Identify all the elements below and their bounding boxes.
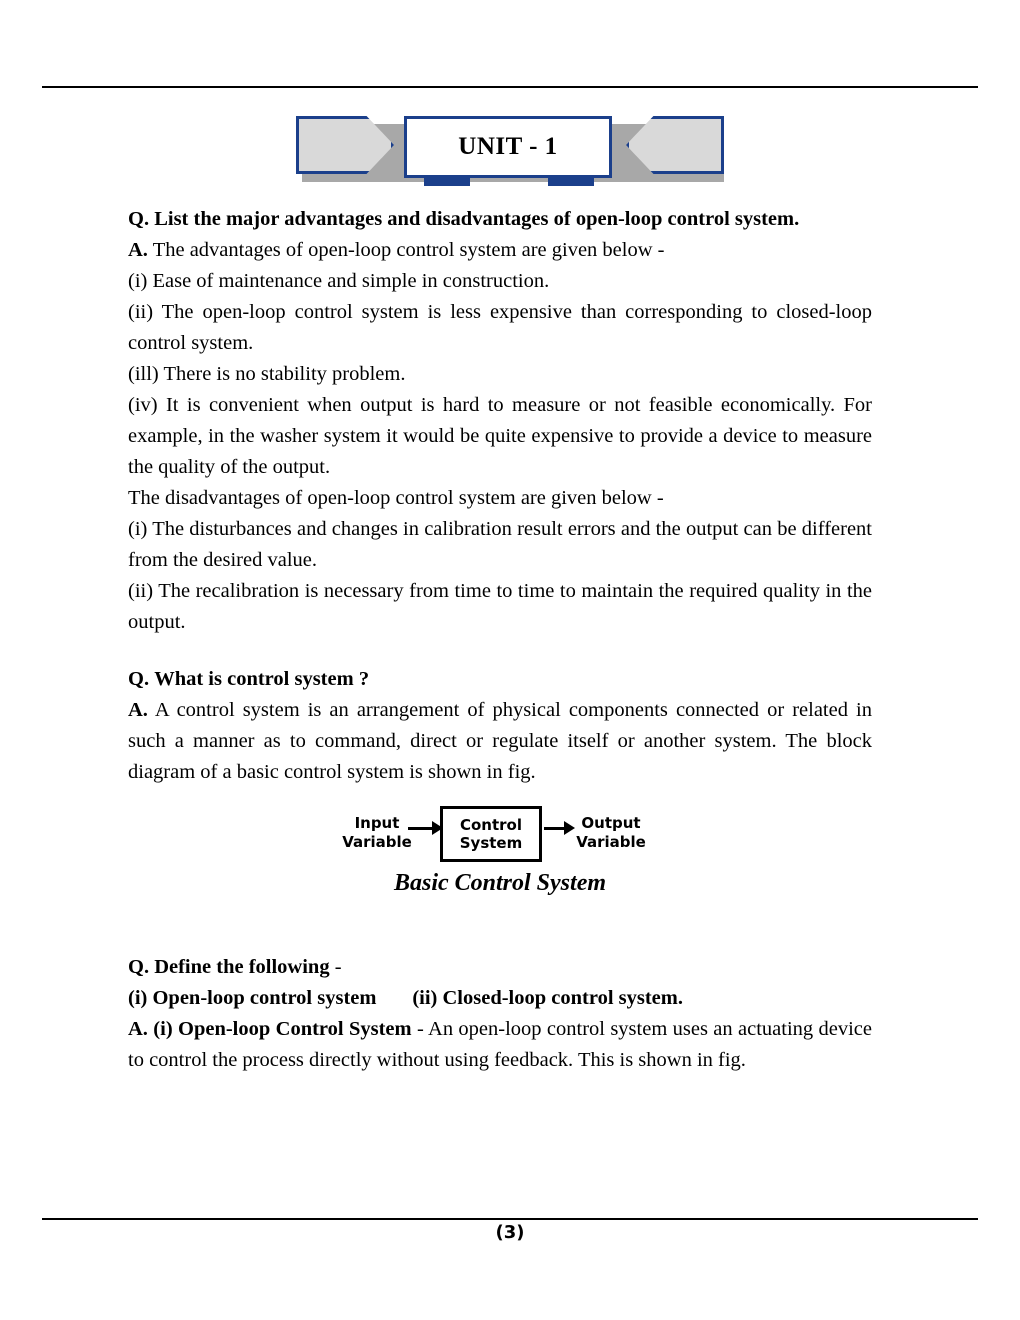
question-2-text: What is control system ? xyxy=(154,668,370,690)
spacer-1 xyxy=(128,638,872,664)
question-1-text: List the major advantages and disadvantages of open-loop control system. xyxy=(154,208,800,230)
answer-1-item-1: (i) Ease of maintenance and simple in construction. xyxy=(128,270,550,292)
answer-2 xyxy=(128,695,872,788)
page-content xyxy=(128,204,872,1076)
question-3 xyxy=(128,952,872,983)
answer-3-bold-term: (i) Open-loop Control System xyxy=(153,1018,412,1040)
figure-caption: Basic Control System xyxy=(393,870,607,896)
answer-1-disadvantage-2: (ii) The recalibration is necessary from time to time to maintain the required quality in the output. xyxy=(128,580,872,633)
figure-input-line2: Variable xyxy=(342,833,412,851)
figure-box-line2: System xyxy=(459,834,523,852)
answer-2-text: A control system is an arrangement of physical components connected or related in such a manner as to command, direct or regulate itself or another system. The block diagram of a basic control system is shown in fig. xyxy=(128,699,872,783)
answer-3-text: - An open-loop control system uses an actuating device to control the process directly without using feedback. This is shown in fig. xyxy=(128,1018,872,1071)
answer-2-label: A. xyxy=(128,699,148,721)
question-2 xyxy=(128,664,872,695)
answer-1-disadvantage-1: (i) The disturbances and changes in calibration result errors and the output can be different from the desired value. xyxy=(128,518,872,571)
basic-control-system-figure xyxy=(128,802,872,922)
answer-3 xyxy=(128,1014,872,1076)
spacer-2 xyxy=(128,922,872,952)
question-3-sub-ii: (ii) Closed-loop control system. xyxy=(412,987,683,1009)
answer-1-item-3: (ill) There is no stability problem. xyxy=(128,363,406,385)
answer-1-intro xyxy=(128,235,872,266)
answer-1-item-2: (ii) The open-loop control system is less expensive than corresponding to closed-loop control system. xyxy=(128,301,872,354)
question-3-label: Q. xyxy=(128,956,150,978)
figure-box-line1: Control xyxy=(459,816,522,834)
banner-tab-left xyxy=(424,178,470,186)
footer-rule xyxy=(42,1218,978,1220)
banner-tab-right xyxy=(548,178,594,186)
question-2-label: Q. xyxy=(128,668,150,690)
unit-banner xyxy=(296,116,724,186)
figure-control-system-box xyxy=(440,806,542,862)
figure-inner xyxy=(290,802,710,922)
figure-output-line2: Variable xyxy=(576,833,646,851)
figure-input-line1: Input xyxy=(354,814,400,832)
figure-input-label xyxy=(332,814,422,852)
question-3-subitems xyxy=(128,983,872,1014)
page-number: (3) xyxy=(495,1222,525,1243)
figure-output-line1: Output xyxy=(581,814,641,832)
question-1-label: Q. xyxy=(128,208,150,230)
question-3-sub-i: (i) Open-loop control system xyxy=(128,987,377,1009)
answer-1-item-4: (iv) It is convenient when output is hard to measure or not feasible economically. For example, in the washer system it would be quite expensive to provide a device to measure the quality of the output. xyxy=(128,394,872,478)
answer-1-intro-text: The advantages of open-loop control system are given below - xyxy=(152,239,665,261)
answer-1-label: A. xyxy=(128,239,148,261)
answer-1-disadvantages-intro: The disadvantages of open-loop control system are given below - xyxy=(128,487,664,509)
header-rule xyxy=(42,86,978,88)
question-1 xyxy=(128,204,872,235)
answer-3-label: A. xyxy=(128,1018,148,1040)
question-3-text: Define the following xyxy=(154,956,330,978)
question-3-dash: - xyxy=(334,956,342,978)
figure-output-label xyxy=(562,814,660,852)
unit-title: UNIT - 1 xyxy=(404,116,612,178)
